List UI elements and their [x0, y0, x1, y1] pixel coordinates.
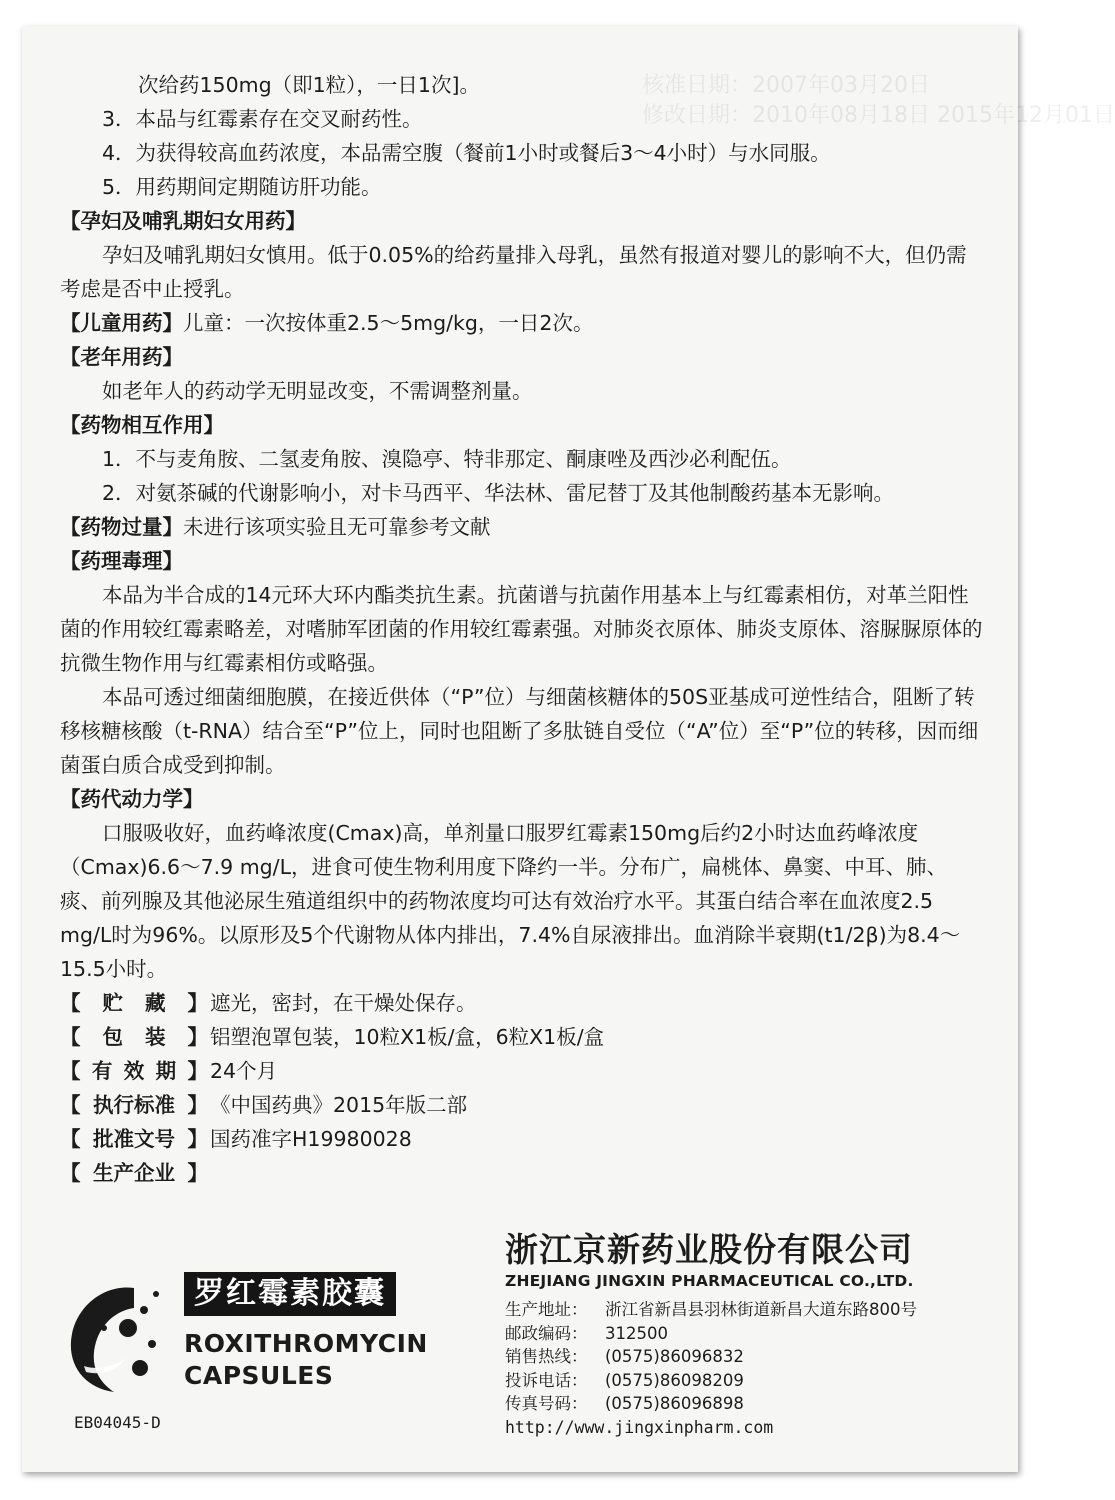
info-row-manufacturer	[60, 1156, 985, 1190]
info-row-package	[60, 1020, 985, 1054]
contact-key: 销售热线：	[505, 1347, 588, 1366]
bracket: 】	[187, 991, 208, 1015]
label-text: 批准文号	[93, 1127, 175, 1151]
info-label	[60, 1156, 208, 1190]
product-block	[184, 1272, 428, 1392]
label-char: 贮	[102, 991, 123, 1015]
info-value: 国药准字H19980028	[210, 1127, 412, 1151]
interaction-item-text: 2．对氨茶碱的代谢影响小，对卡马西平、华法林、雷尼替丁及其他制酸药基本无影响。	[102, 481, 895, 505]
info-row-approval	[60, 1122, 985, 1156]
overdose-text: 未进行该项实验且无可靠参考文献	[183, 515, 491, 539]
label-char: 效	[123, 1059, 145, 1083]
show-through-text: 修改日期：2010年08月18日 2015年12月01日	[642, 103, 1115, 128]
info-label	[60, 1020, 208, 1054]
pharmacology-paragraph: 本品为半合成的14元环大环内酯类抗生素。抗菌谱与抗菌作用基本上与红霉素相仿，对革兰阳性菌的作用较红霉素略差，对嗜肺军团菌的作用较红霉素强。对肺炎衣原体、肺炎支原体、溶脲脲原体的抗微生物作用与红霉素相仿或略强。	[60, 583, 983, 675]
overdose-section	[60, 510, 985, 544]
contact-key: 传真号码：	[505, 1394, 588, 1413]
precaution-item: 4．为获得较高血药浓度，本品需空腹（餐前1小时或餐后3～4小时）与水同服。	[102, 141, 831, 165]
company-url[interactable]: http://www.jingxinpharm.com	[505, 1417, 774, 1437]
info-value: 铝塑泡罩包装，10粒X1板/盒，6粒X1板/盒	[210, 1025, 605, 1049]
company-logo-icon	[56, 1270, 166, 1400]
contact-key: 邮政编码：	[505, 1323, 588, 1343]
bracket: 】	[187, 1059, 208, 1083]
contact-row	[505, 1392, 985, 1416]
show-through-text: 核准日期：2007年03月20日	[642, 73, 930, 98]
label-char: 装	[145, 1025, 166, 1049]
company-name-cn: 浙江京新药业股份有限公司	[505, 1230, 913, 1269]
product-name-en-line2: CAPSULES	[184, 1361, 334, 1390]
section-heading-elderly: 【老年用药】	[60, 345, 183, 369]
product-name-cn: 罗红霉素胶囊	[184, 1272, 396, 1316]
bracket: 【	[60, 1093, 81, 1117]
bracket: 】	[187, 1161, 208, 1185]
product-name-en-line1: ROXITHROMYCIN	[184, 1329, 428, 1358]
section-heading-pharmacokinetics: 【药代动力学】	[60, 787, 204, 811]
info-row-shelf-life	[60, 1054, 985, 1088]
info-value: 24个月	[210, 1059, 278, 1083]
company-name-en: ZHEJIANG JINGXIN PHARMACEUTICAL CO.,LTD.	[505, 1272, 914, 1290]
label-char: 期	[155, 1059, 177, 1083]
bracket: 【	[60, 1161, 81, 1185]
contact-value: 浙江省新昌县羽林街道新昌大道东路800号	[605, 1300, 917, 1319]
contact-value: (0575)86098209	[605, 1370, 744, 1390]
bracket: 【	[60, 1127, 81, 1151]
contact-value: 312500	[605, 1323, 668, 1343]
section-heading-pregnancy: 【孕妇及哺乳期妇女用药】	[60, 209, 306, 233]
children-section	[60, 306, 985, 340]
bracket: 】	[187, 1127, 208, 1151]
info-value	[208, 1156, 210, 1190]
label-char: 藏	[145, 991, 166, 1015]
info-row-standard	[60, 1088, 985, 1122]
document-code: EB04045-D	[74, 1413, 161, 1432]
precaution-item: 3．本品与红霉素存在交叉耐药性。	[102, 107, 423, 131]
bracket: 】	[187, 1025, 208, 1049]
pharmacokinetics-text: 口服吸收好，血药峰浓度(Cmax)高，单剂量口服罗红霉素150mg后约2小时达血药峰浓度（Cmax)6.6～7.9 mg/L，进食可使生物利用度下降约一半。分布广，扁桃体、鼻窦、中耳、肺、痰、前列腺及其他泌尿生殖道组织中的药物浓度均可达有效治疗水平。其蛋白结合率在血浓度2.5 mg/L时为96%。以原形及5个代谢物从体内排出，7.4%自尿液排出。血消除半衰期(t1/2β)为8.4～15.5小时。	[60, 821, 961, 981]
bracket: 【	[60, 1059, 81, 1083]
contact-row	[505, 1298, 985, 1322]
section-heading-interactions: 【药物相互作用】	[60, 413, 224, 437]
section-heading-pharmacology: 【药理毒理】	[60, 549, 183, 573]
info-row-storage	[60, 986, 985, 1020]
info-label	[60, 986, 208, 1020]
leaflet-content	[60, 68, 985, 1190]
children-text: 儿童：一次按体重2.5～5mg/kg，一日2次。	[183, 311, 594, 335]
contact-row	[505, 1345, 985, 1369]
section-heading-children: 【儿童用药】	[60, 311, 183, 335]
company-block	[505, 1230, 985, 1440]
interaction-item	[60, 476, 985, 510]
contact-value: (0575)86096832	[605, 1347, 744, 1366]
interaction-item: 1．不与麦角胺、二氢麦角胺、溴隐亭、特非那定、酮康唑及西沙必利配伍。	[102, 447, 792, 471]
label-char: 有	[91, 1059, 113, 1083]
label-char: 包	[102, 1025, 123, 1049]
info-label	[60, 1122, 208, 1156]
contact-row	[505, 1322, 985, 1346]
contact-value: (0575)86096898	[605, 1394, 744, 1413]
pregnancy-text: 孕妇及哺乳期妇女慎用。低于0.05%的给药量排入母乳，虽然有报道对婴儿的影响不大，但仍需考虑是否中止授乳。	[60, 243, 967, 301]
bracket: 【	[60, 1025, 81, 1049]
info-value: 遮光，密封，在干燥处保存。	[210, 991, 477, 1015]
precaution-item: 5．用药期间定期随访肝功能。	[102, 175, 382, 199]
contact-key: 生产地址：	[505, 1300, 588, 1319]
elderly-text: 如老年人的药动学无明显改变，不需调整剂量。	[102, 379, 533, 403]
contact-row	[505, 1369, 985, 1393]
dosage-tail: 次给药150mg（即1粒），一日1次]。	[138, 73, 480, 97]
contact-key: 投诉电话：	[505, 1370, 588, 1390]
company-contacts	[505, 1298, 985, 1416]
info-label	[60, 1054, 208, 1088]
bracket: 】	[187, 1093, 208, 1117]
bracket: 【	[60, 991, 81, 1015]
info-value: 《中国药典》2015年版二部	[210, 1093, 468, 1117]
pharmacology-paragraph: 本品可透过细菌细胞膜，在接近供体（“P”位）与细菌核糖体的50S亚基成可逆性结合，阻断了转移核糖核酸（t-RNA）结合至“P”位上，同时也阻断了多肽链自受位（“A”位）至“P”位的转移，因而细菌蛋白质合成受到抑制。	[60, 685, 979, 777]
info-label	[60, 1088, 208, 1122]
label-text: 生产企业	[93, 1161, 175, 1185]
label-text: 执行标准	[93, 1093, 175, 1117]
section-heading-overdose: 【药物过量】	[60, 515, 183, 539]
